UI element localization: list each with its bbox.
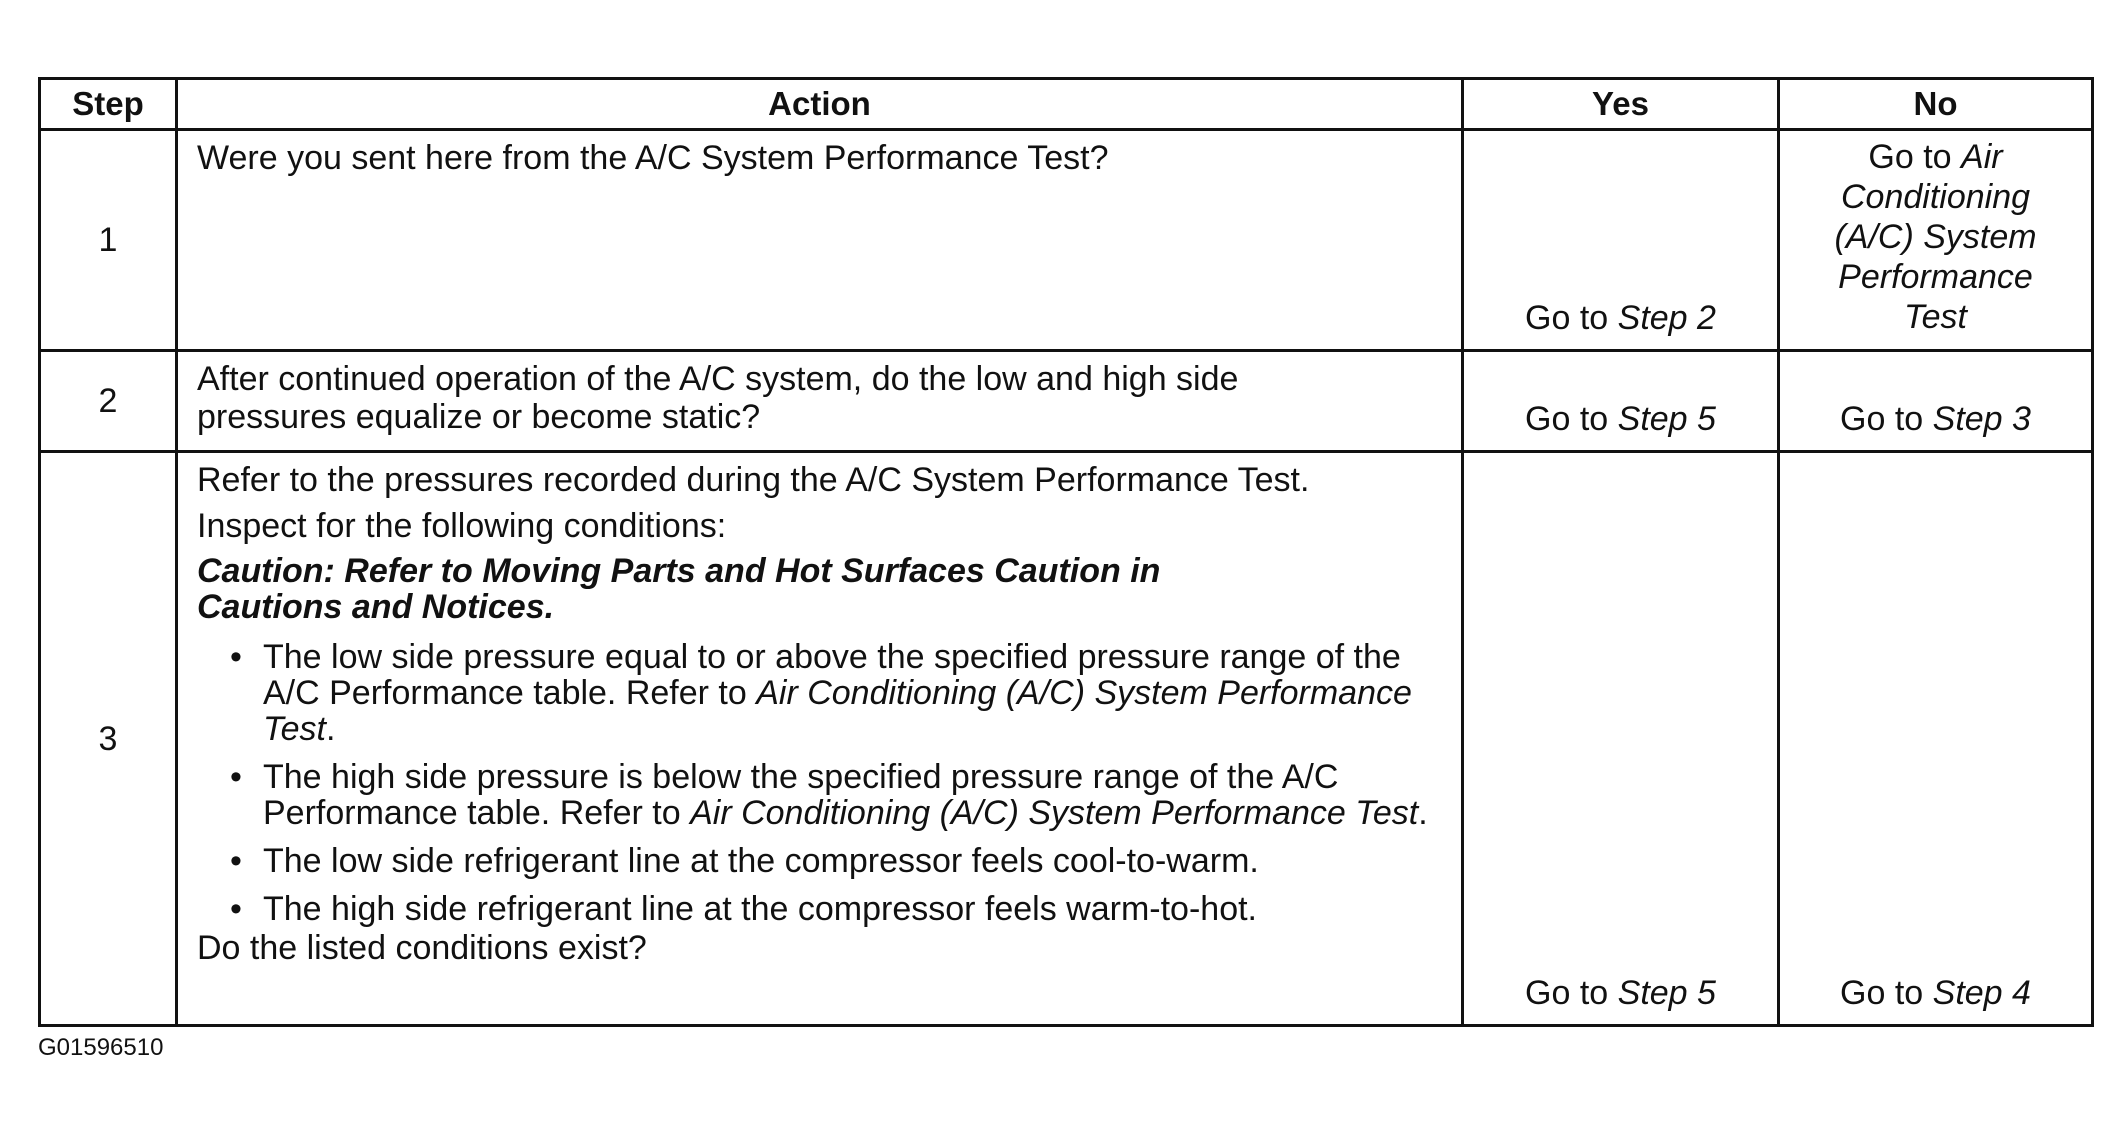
- bullet-icon: •: [230, 758, 242, 796]
- diagnostic-table: [38, 77, 2094, 1027]
- bullet-icon: •: [230, 842, 242, 880]
- condition-suffix: .: [1418, 794, 1428, 832]
- yes-link[interactable]: Step 5: [1617, 974, 1716, 1012]
- header-yes: Yes: [1463, 79, 1779, 130]
- header-action: Action: [177, 79, 1463, 130]
- yes-prefix: Go to: [1525, 974, 1618, 1012]
- no-prefix: Go to: [1840, 974, 1933, 1012]
- yes-link[interactable]: Step 2: [1617, 299, 1716, 337]
- list-item: [230, 891, 1443, 927]
- action-inspect: Inspect for the following conditions:: [197, 507, 727, 545]
- yes-link[interactable]: Step 5: [1617, 400, 1716, 438]
- table-row: [40, 351, 2093, 452]
- no-link[interactable]: Step 4: [1932, 974, 2031, 1012]
- caution-text: Caution: Refer to Moving Parts and Hot Surfaces Caution in Cautions and Notices.: [197, 552, 1161, 626]
- list-item: [230, 759, 1443, 831]
- action-text: After continued operation of the A/C system, do the low and high side pressures equalize or become static?: [197, 360, 1239, 436]
- action-text: Were you sent here from the A/C System Performance Test?: [197, 139, 1109, 177]
- condition-link[interactable]: Air Conditioning (A/C) System Performance Test: [263, 674, 1412, 748]
- no-cell: [1779, 130, 2093, 351]
- no-link[interactable]: Step 3: [1932, 400, 2031, 438]
- step-number: 1: [40, 130, 177, 351]
- action-cell: [177, 351, 1463, 452]
- yes-prefix: Go to: [1525, 400, 1618, 438]
- no-link[interactable]: Air Conditioning (A/C) System Performance Test: [1834, 138, 2037, 336]
- list-item: [230, 843, 1443, 879]
- list-item: [230, 639, 1443, 747]
- condition-text: The low side pressure equal to or above the specified pressure range of the A/C Performance table. Refer to: [263, 638, 1401, 712]
- table-row: [40, 130, 2093, 351]
- yes-cell: [1463, 130, 1779, 351]
- figure-id: G01596510: [38, 1034, 164, 1061]
- bullet-icon: •: [230, 890, 242, 928]
- action-cell: [177, 452, 1463, 1026]
- no-prefix: Go to: [1868, 138, 1962, 176]
- conditions-list: [197, 639, 1443, 927]
- condition-text: The high side refrigerant line at the compressor feels warm-to-hot.: [263, 890, 1258, 928]
- yes-cell: [1463, 452, 1779, 1026]
- no-prefix: Go to: [1840, 400, 1933, 438]
- action-question: Do the listed conditions exist?: [197, 929, 647, 967]
- bullet-icon: •: [230, 638, 242, 676]
- step-number: 2: [40, 351, 177, 452]
- condition-text: The low side refrigerant line at the compressor feels cool-to-warm.: [263, 842, 1259, 880]
- no-cell: [1779, 351, 2093, 452]
- header-step: Step: [40, 79, 177, 130]
- header-no: No: [1779, 79, 2093, 130]
- no-cell: [1779, 452, 2093, 1026]
- table-row: [40, 452, 2093, 1026]
- condition-text: The high side pressure is below the specified pressure range of the A/C Performance table. Refer to: [263, 758, 1339, 832]
- header-row: [40, 79, 2093, 130]
- action-intro: Refer to the pressures recorded during the A/C System Performance Test.: [197, 461, 1310, 499]
- step-number: 3: [40, 452, 177, 1026]
- yes-prefix: Go to: [1525, 299, 1618, 337]
- condition-link[interactable]: Air Conditioning (A/C) System Performance Test: [690, 794, 1419, 832]
- yes-cell: [1463, 351, 1779, 452]
- condition-suffix: .: [326, 710, 336, 748]
- action-cell: [177, 130, 1463, 351]
